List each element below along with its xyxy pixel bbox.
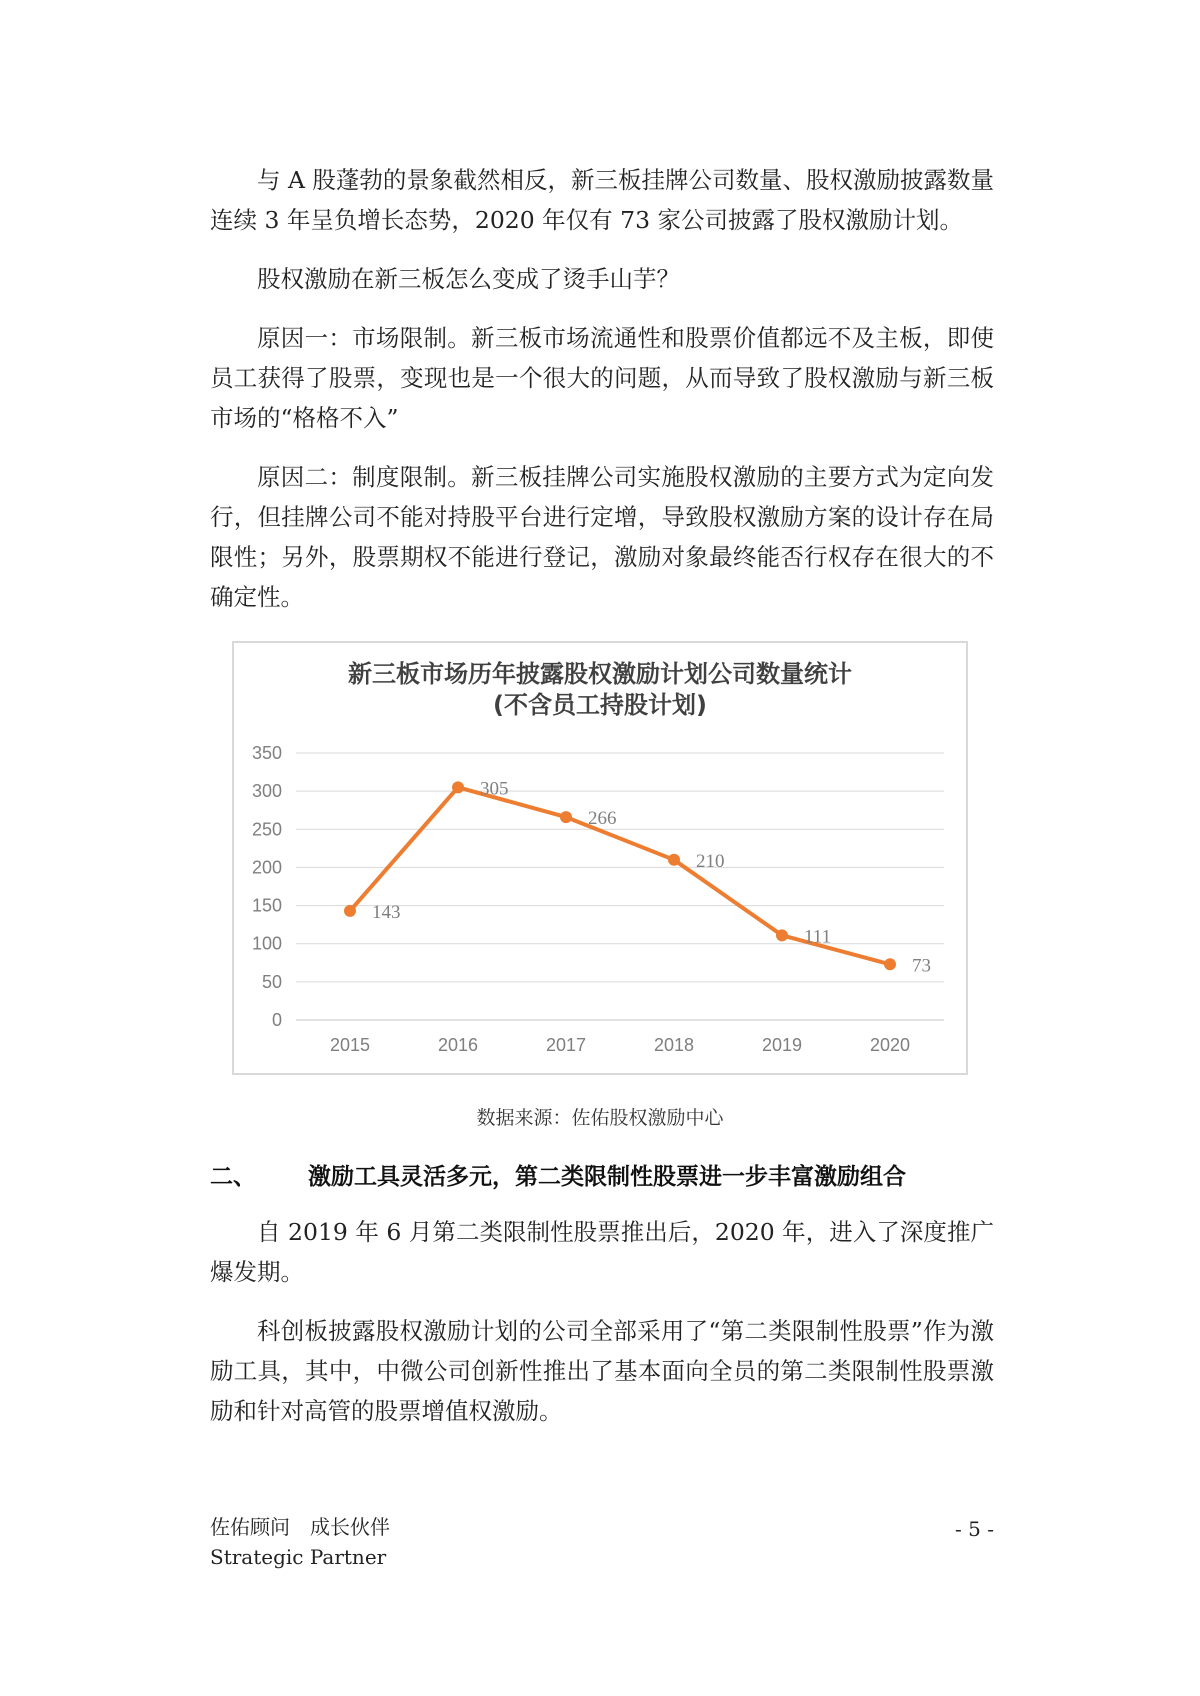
chart-title-main: 新三板市场历年披露股权激励计划公司数量统计 — [348, 660, 852, 688]
data-label: 266 — [588, 808, 617, 830]
y-tick-label: 200 — [251, 857, 282, 878]
section-number: 二、 — [210, 1164, 256, 1190]
x-tick-label: 2020 — [869, 1035, 911, 1055]
paragraph: 原因二：制度限制。新三板挂牌公司实施股权激励的主要方式为定向发行，但挂牌公司不能对持股平台进行定增，导致股权激励方案的设计存在局限性；另外，股票期权不能进行登记，激励对象最终能否行权存在很大的不确定性。 — [210, 463, 994, 611]
paragraph: 与 A 股蓬勃的景象截然相反，新三板挂牌公司数量、股权激励披露数量连续 3 年呈负增长态势，2020 年仅有 73 家公司披露了股权激励计划。 — [210, 166, 994, 234]
page-number: - 5 - — [955, 1517, 994, 1541]
data-label: 305 — [480, 778, 509, 800]
x-tick-label: 2016 — [437, 1035, 479, 1055]
paragraph: 自 2019 年 6 月第二类限制性股票推出后，2020 年，进入了深度推广爆发期。 — [210, 1218, 994, 1286]
body-text-bottom — [210, 1212, 994, 1450]
data-point — [344, 905, 356, 917]
footer-slogan: 佐佑顾问 成长伙伴 — [210, 1515, 390, 1539]
data-label: 73 — [912, 955, 931, 977]
section-title: 激励工具灵活多元，第二类限制性股票进一步丰富激励组合 — [308, 1164, 906, 1190]
paragraph: 科创板披露股权激励计划的公司全部采用了“第二类限制性股票”作为激励工具，其中，中微公司创新性推出了基本面向全员的第二类限制性股票激励和针对高管的股票增值权激励。 — [210, 1317, 994, 1425]
data-point — [884, 958, 896, 970]
data-label: 210 — [696, 850, 725, 872]
data-point — [452, 781, 464, 793]
data-point — [668, 854, 680, 866]
x-tick-label: 2019 — [761, 1035, 803, 1055]
chart-subtitle: (不含员工持股计划) — [493, 691, 707, 719]
footer-brand — [210, 1512, 390, 1572]
data-point — [560, 811, 572, 823]
data-label: 143 — [372, 901, 401, 923]
x-tick-label: 2018 — [653, 1035, 695, 1055]
y-tick-label: 0 — [271, 1010, 282, 1030]
footer-english: Strategic Partner — [210, 1545, 387, 1569]
y-tick-label: 100 — [251, 933, 282, 954]
y-tick-label: 350 — [251, 743, 282, 763]
y-tick-label: 300 — [251, 781, 282, 802]
y-tick-label: 250 — [251, 819, 282, 840]
line-chart — [232, 641, 968, 1075]
paragraph: 原因一：市场限制。新三板市场流通性和股票价值都远不及主板，即使员工获得了股票，变现也是一个很大的问题，从而导致了股权激励与新三板市场的“格格不入” — [210, 324, 994, 432]
data-label: 111 — [804, 926, 832, 948]
x-tick-label: 2017 — [545, 1035, 587, 1055]
paragraph: 股权激励在新三板怎么变成了烫手山芋？ — [257, 265, 680, 293]
data-point — [776, 929, 788, 941]
body-text-top — [210, 160, 994, 636]
chart-caption: 数据来源：佐佑股权激励中心 — [476, 1107, 724, 1129]
y-tick-label: 50 — [261, 971, 282, 992]
chart-plot-area — [234, 643, 966, 1073]
y-tick-label: 150 — [251, 895, 282, 916]
x-tick-label: 2015 — [329, 1035, 371, 1055]
